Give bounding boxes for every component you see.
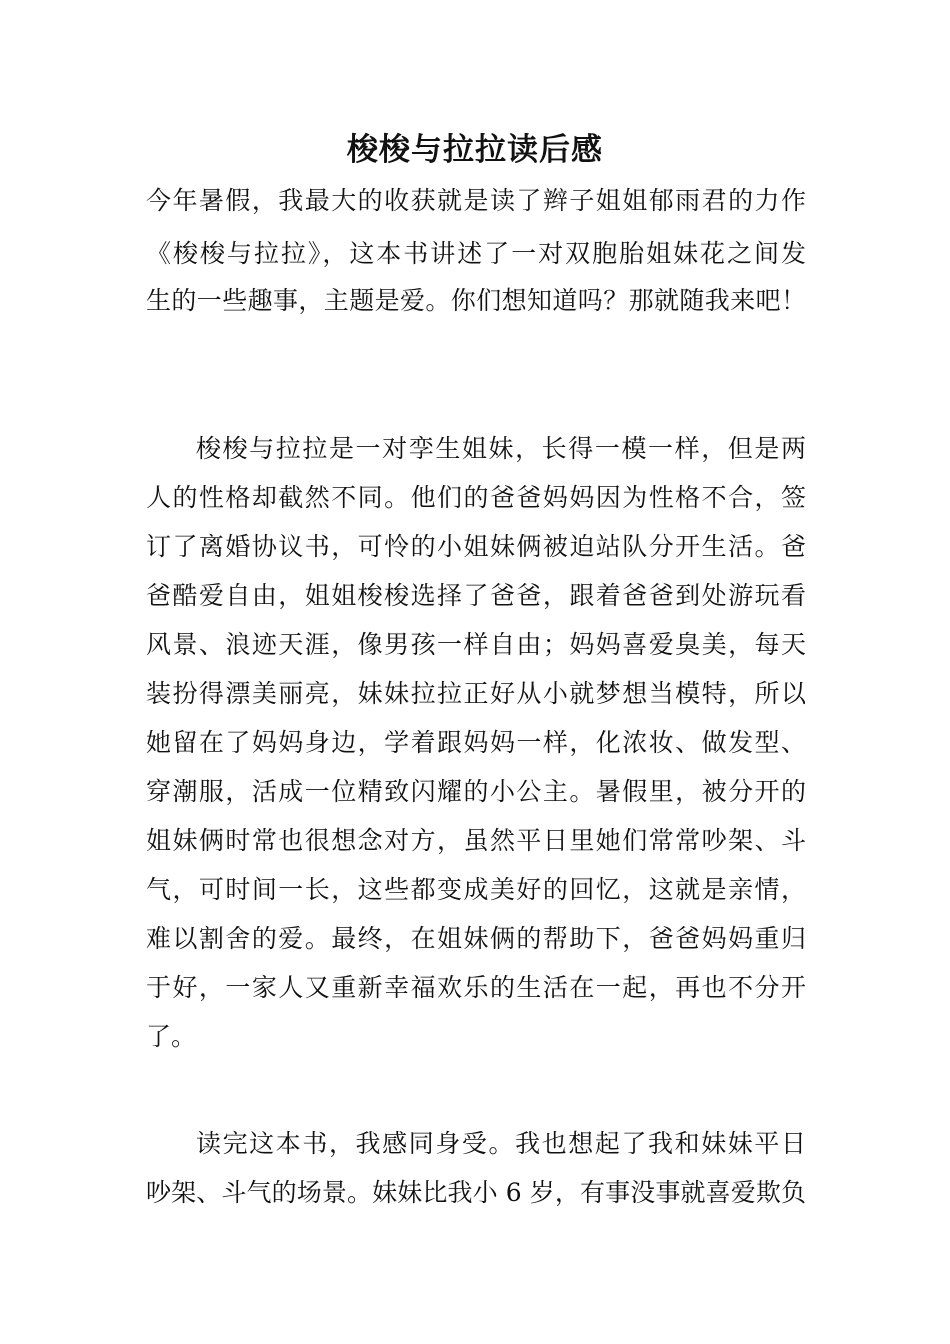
paragraph-2-line-6: 装扮得漂美丽亮，妹妹拉拉正好从小就梦想当模特，所以 <box>146 679 806 708</box>
paragraph-2-line-4: 爸酷爱自由，姐姐梭梭选择了爸爸，跟着爸爸到处游玩看 <box>146 581 806 610</box>
document-title: 梭梭与拉拉读后感 <box>347 132 603 168</box>
paragraph-2-line-2: 人的性格却截然不同。他们的爸爸妈妈因为性格不合，签 <box>146 483 806 512</box>
paragraph-3-line-2: 吵架、斗气的场景。妹妹比我小 6 岁，有事没事就喜爱欺负 <box>146 1178 806 1207</box>
paragraph-2-line-8: 穿潮服，活成一位精致闪耀的小公主。暑假里，被分开的 <box>146 777 806 806</box>
paragraph-1-line-3: 生的一些趣事，主题是爱。你们想知道吗？那就随我来吧！ <box>146 286 806 315</box>
paragraph-2-line-10: 气，可时间一长，这些都变成美好的回忆，这就是亲情， <box>146 875 806 904</box>
paragraph-2-line-1: 梭梭与拉拉是一对孪生姐妹，长得一模一样，但是两 <box>196 434 806 463</box>
paragraph-2-line-3: 订了离婚协议书，可怜的小姐妹俩被迫站队分开生活。爸 <box>146 532 806 561</box>
paragraph-1-line-1: 今年暑假，我最大的收获就是读了辫子姐姐郁雨君的力作 <box>146 186 806 215</box>
paragraph-1-line-2: 《梭梭与拉拉》，这本书讲述了一对双胞胎姐妹花之间发 <box>146 239 806 268</box>
paragraph-2-line-12: 于好，一家人又重新幸福欢乐的生活在一起，再也不分开 <box>146 973 806 1002</box>
paragraph-2-line-9: 姐妹俩时常也很想念对方，虽然平日里她们常常吵架、斗 <box>146 826 806 855</box>
paragraph-2-line-5: 风景、浪迹天涯，像男孩一样自由；妈妈喜爱臭美，每天 <box>146 630 806 659</box>
paragraph-2-line-11: 难以割舍的爱。最终，在姐妹俩的帮助下，爸爸妈妈重归 <box>146 924 806 953</box>
paragraph-2-line-13: 了。 <box>146 1022 197 1051</box>
paragraph-2-line-7: 她留在了妈妈身边，学着跟妈妈一样，化浓妆、做发型、 <box>146 728 806 757</box>
paragraph-3-line-1: 读完这本书，我感同身受。我也想起了我和妹妹平日 <box>196 1129 806 1158</box>
